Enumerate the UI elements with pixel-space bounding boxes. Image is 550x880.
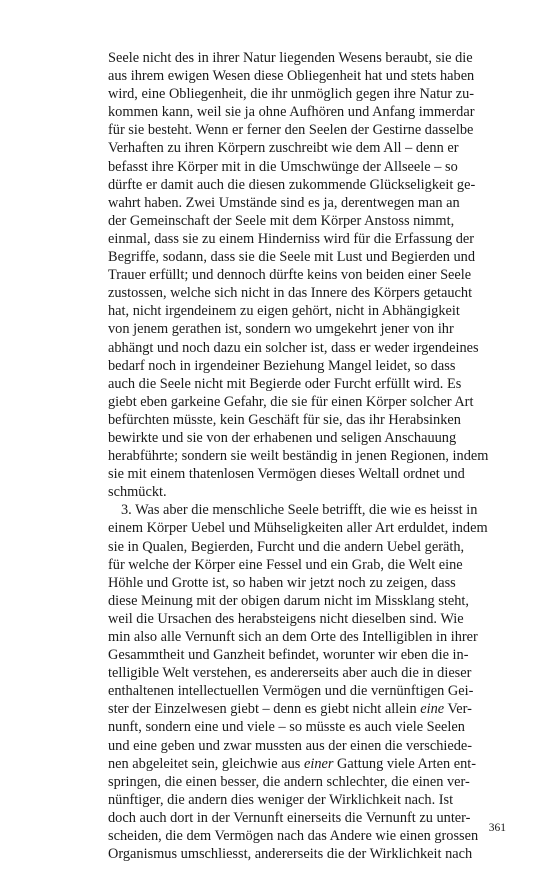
text-line [108, 375, 508, 393]
text-line-content: wird, eine Obliegenheit, die ihr unmöglich gegen ihre Natur zu- [108, 86, 475, 103]
text-line-content: zustossen, welche sich nicht in das Innere des Körpers getaucht [108, 285, 473, 302]
text-line-content: bewirkte und sie von der erhabenen und seligen Anschauung [108, 429, 457, 446]
text-line [108, 718, 508, 736]
text-line-content: für welche der Körper eine Fessel und ein Grab, die Welt eine [108, 556, 463, 573]
text-line-content: min also alle Vernunft sich an dem Orte des Intelligiblen in ihrer [108, 629, 478, 645]
text-line [108, 67, 508, 85]
text-line-continuation: Gattung viele Arten ent- [333, 755, 477, 772]
text-line-content: hat, nicht irgendeinem zu eigen gehört, nicht in Abhängigkeit [108, 303, 460, 320]
text-line-content: einmal, dass sie zu einem Hinderniss wird für die Erfassung der [108, 230, 475, 247]
text-line-content: und eine geben und zwar mussten aus der einen die verschiede- [108, 737, 473, 754]
text-line-content: befürchten müsste, kein Geschäft für sie, das ihr Herabsinken [108, 411, 461, 428]
text-line-content: nünftiger, die andern dies weniger der Wirklichkeit nach. Ist [108, 791, 454, 808]
text-line-content: Gesammtheit und Ganzheit befindet, worunter wir eben die in- [108, 647, 469, 664]
text-line [108, 574, 508, 592]
text-line [108, 320, 508, 338]
text-line [108, 176, 508, 194]
text-line [108, 429, 508, 447]
text-line [108, 755, 508, 773]
text-line [108, 266, 508, 284]
text-line-content: springen, die einen besser, die andern schlechter, die einen ver- [108, 773, 470, 790]
text-line-content: befasst ihre Körper mit in die Umschwünge der Allseele – so [108, 158, 458, 175]
text-line [108, 465, 508, 483]
text-line [108, 393, 508, 411]
text-line-content: nen abgeleitet sein, gleichwie aus [108, 755, 304, 772]
text-line-content: sie mit einem thatenlosen Vermögen dieses Weltall ordnet und [108, 466, 465, 483]
text-line [108, 121, 508, 139]
body-text [108, 49, 508, 863]
text-line-content: 3. Was aber die menschliche Seele betrifft, die wie es heisst in [121, 502, 478, 519]
text-line-content: ster der Einzelwesen giebt – denn es giebt nicht allein [108, 701, 421, 718]
text-line-content: nunft, sondern eine und viele – so müsste es auch viele Seelen [108, 719, 465, 736]
text-line [108, 302, 508, 320]
text-line-content: giebt eben garkeine Gefahr, die sie für einen Körper solcher Art [108, 393, 474, 410]
text-line [108, 49, 508, 67]
text-line [108, 646, 508, 664]
text-line-content: kommen kann, weil sie ja ohne Aufhören und Anfang immerdar [108, 104, 475, 121]
text-line-content: enthaltenen intellectuellen Vermögen und die vernünftigen Gei- [108, 683, 474, 700]
text-line [108, 519, 508, 537]
text-line [108, 737, 508, 755]
text-line [108, 538, 508, 556]
text-line [108, 827, 508, 845]
text-line [108, 284, 508, 302]
text-line-content: Begriffe, sodann, dass sie die Seele mit Lust und Begierden und [108, 249, 476, 266]
text-line-content: auch die Seele nicht mit Begierde oder Furcht erfüllt wird. Es [108, 375, 462, 392]
text-line [108, 339, 508, 357]
text-line [108, 483, 508, 501]
text-line-continuation: Ver- [444, 701, 472, 718]
text-line [108, 85, 508, 103]
text-line [108, 103, 508, 121]
text-line [108, 773, 508, 791]
text-line-content: diese Meinung mit der obigen darum nicht im Missklang steht, [108, 592, 469, 609]
text-line-content: abhängt und noch dazu ein solcher ist, dass er weder irgendeines [108, 339, 479, 356]
text-line-content: bedarf noch in irgendeiner Beziehung Mangel leidet, so dass [108, 357, 456, 374]
emphasized-word: eine [420, 701, 445, 718]
text-line [108, 447, 508, 465]
text-line [108, 230, 508, 248]
text-line [108, 212, 508, 230]
text-line-content: schmückt. [108, 484, 167, 501]
text-line-content: Höhle und Grotte ist, so haben wir jetzt noch zu zeigen, dass [108, 574, 456, 591]
text-line-content: telligible Welt verstehen, es andererseits aber auch die in dieser [108, 665, 472, 682]
text-line-content: der Gemeinschaft der Seele mit dem Körper Anstoss nimmt, [108, 212, 455, 229]
text-line [108, 664, 508, 682]
text-line-content: Verhaften zu ihren Körpern zuschreibt wie dem All – denn er [108, 140, 459, 157]
text-line [108, 592, 508, 610]
text-line [108, 158, 508, 176]
text-line [108, 411, 508, 429]
text-line [108, 610, 508, 628]
page-number: 361 [488, 822, 506, 834]
text-line [108, 628, 508, 646]
text-line-content: einem Körper Uebel und Mühseligkeiten aller Art erduldet, indem [108, 520, 488, 537]
text-line-content: Seele nicht des in ihrer Natur liegenden Wesens beraubt, sie die [108, 50, 473, 66]
text-line [108, 845, 508, 863]
text-line [108, 700, 508, 718]
text-line [108, 357, 508, 375]
text-line [108, 556, 508, 574]
text-line-content: Trauer erfüllt; und dennoch dürfte keins von beiden einer Seele [108, 267, 472, 284]
text-line-content: wahrt haben. Zwei Umstände sind es ja, derentwegen man an [108, 194, 460, 211]
text-line [108, 501, 508, 519]
text-line-content: sie in Qualen, Begierden, Furcht und die andern Uebel geräth, [108, 538, 465, 555]
text-line [108, 682, 508, 700]
text-line-content: dürfte er damit auch die diesen zukommende Glückseligkeit ge- [108, 176, 476, 193]
text-line-content: doch auch dort in der Vernunft einerseits die Vernunft zu unter- [108, 809, 471, 826]
text-line [108, 248, 508, 266]
text-line [108, 809, 508, 827]
text-line-content: Organismus umschliesst, andererseits die der Wirklichkeit nach [108, 846, 473, 863]
emphasized-word: einer [303, 755, 334, 772]
text-line-content: für sie besteht. Wenn er ferner den Seelen der Gestirne dasselbe [108, 122, 474, 139]
text-line-content: herabführte; sondern sie weilt beständig in jenen Regionen, indem [108, 448, 489, 465]
text-line-content: scheiden, die dem Vermögen nach das Andere wie einen grossen [108, 828, 479, 845]
text-line [108, 194, 508, 212]
text-line [108, 139, 508, 157]
text-line-content: weil die Ursachen des herabsteigens nicht dieselben sind. Wie [108, 610, 464, 627]
text-line-content: aus ihrem ewigen Wesen diese Obliegenheit hat und stets haben [108, 68, 475, 85]
text-line-content: von jenem gerathen ist, sondern wo umgekehrt jener von ihr [108, 321, 454, 338]
text-line [108, 791, 508, 809]
